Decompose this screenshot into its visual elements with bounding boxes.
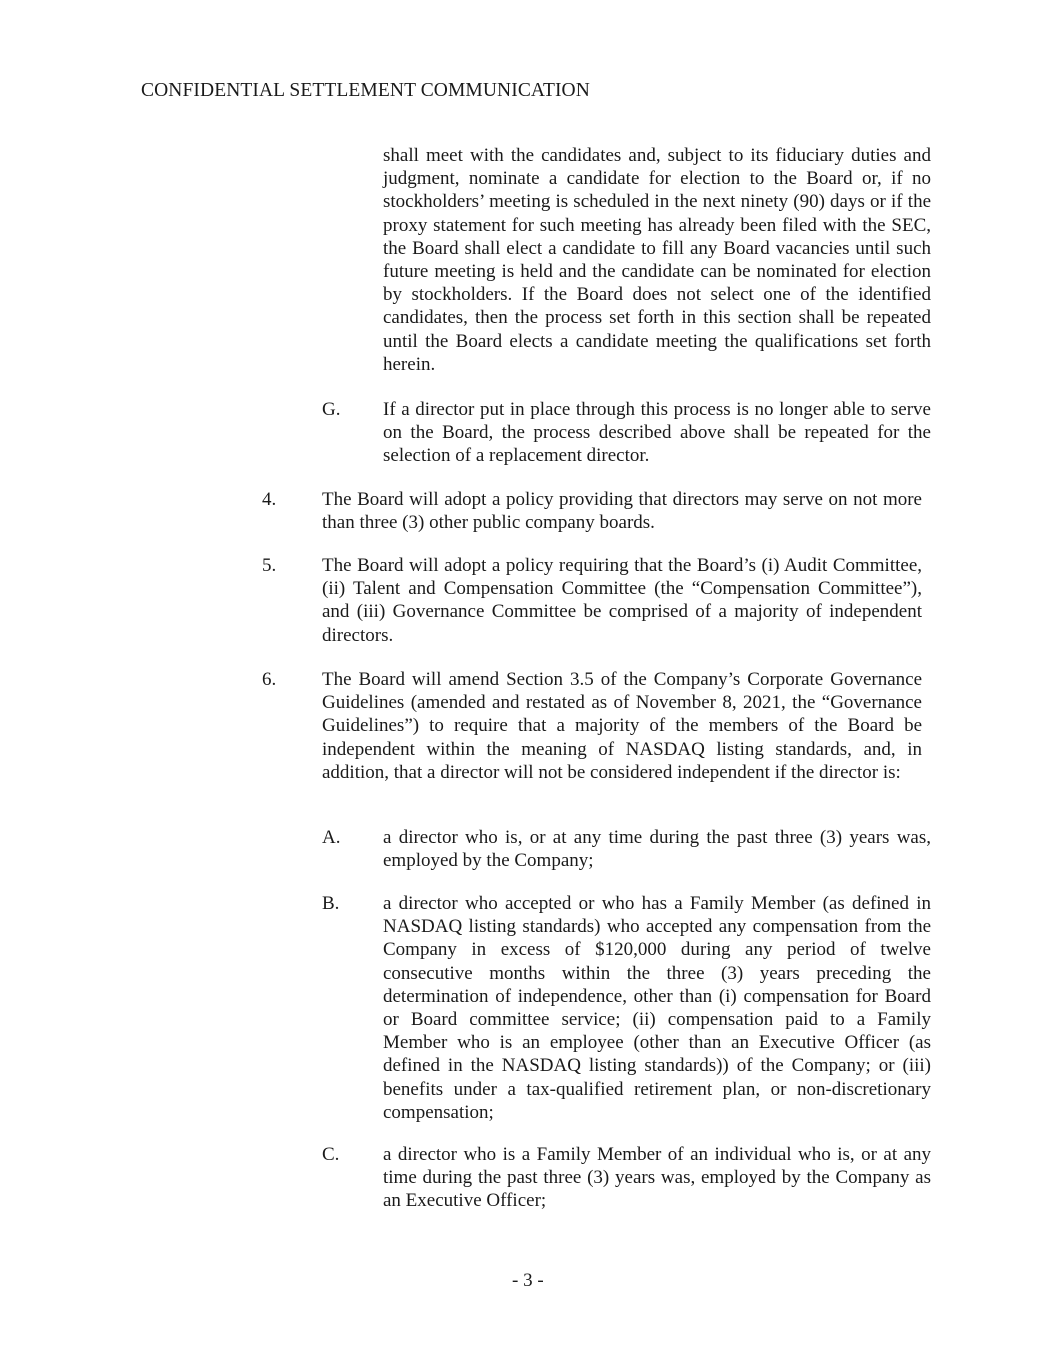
item-5-marker: 5. — [262, 555, 277, 576]
page-number: - 3 - — [512, 1270, 544, 1291]
item-b-text: a director who accepted or who has a Family Member (as defined in NASDAQ listing standards) who accepted any compensation from the Company in excess of $120,000 during any period of twelve consecutive months within the three (3) years preceding the determination of independence, other than (i) compensation for Board or Board committee service; (ii) compensation paid to a Family Member who is an employee (other than an Executive Officer (as defined in the NASDAQ listing standards)) of the Company; or (iii) benefits under a tax-qualified retirement plan, or non-discretionary compensation; — [383, 893, 931, 1123]
item-c-marker: C. — [322, 1144, 340, 1165]
document-header: CONFIDENTIAL SETTLEMENT COMMUNICATION — [141, 80, 590, 101]
item-4-text: The Board will adopt a policy providing that directors may serve on not more than three (3) other public company boards. — [322, 489, 922, 534]
continuation-paragraph: shall meet with the candidates and, subject to its fiduciary duties and judgment, nominate a candidate for election to the Board or, if no stockholders’ meeting is scheduled in the next ninety (90) days or if the proxy statement for such meeting has already been filed with the SEC, the Board shall elect a candidate to fill any Board vacancies until such future meeting is held and the candidate can be nominated for election by stockholders. If the Board does not select one of the identified candidates, then the process set forth in this section shall be repeated until the Board elects a candidate meeting the qualifications set forth herein. — [383, 145, 931, 375]
item-c-text: a director who is a Family Member of an individual who is, or at any time during the past three (3) years was, employed by the Company as an Executive Officer; — [383, 1144, 931, 1212]
item-b-marker: B. — [322, 893, 340, 914]
item-4-marker: 4. — [262, 489, 277, 510]
item-6-marker: 6. — [262, 669, 277, 690]
item-a-marker: A. — [322, 827, 341, 848]
item-6-text: The Board will amend Section 3.5 of the Company’s Corporate Governance Guidelines (amended and restated as of November 8, 2021, the “Governance Guidelines”) to require that a majority of the members of the Board be independent within the meaning of NASDAQ listing standards, and, in addition, that a director will not be considered independent if the director is: — [322, 669, 922, 783]
item-g-text: If a director put in place through this process is no longer able to serve on the Board, the process described above shall be repeated for the selection of a replacement director. — [383, 399, 931, 467]
item-5-text: The Board will adopt a policy requiring that the Board’s (i) Audit Committee, (ii) Talent and Compensation Committee (the “Compensation Committee”), and (iii) Governance Committee be comprised of a majority of independent directors. — [322, 555, 922, 646]
item-a-text: a director who is, or at any time during the past three (3) years was, employed by the Company; — [383, 827, 931, 872]
item-g-marker: G. — [322, 399, 341, 420]
